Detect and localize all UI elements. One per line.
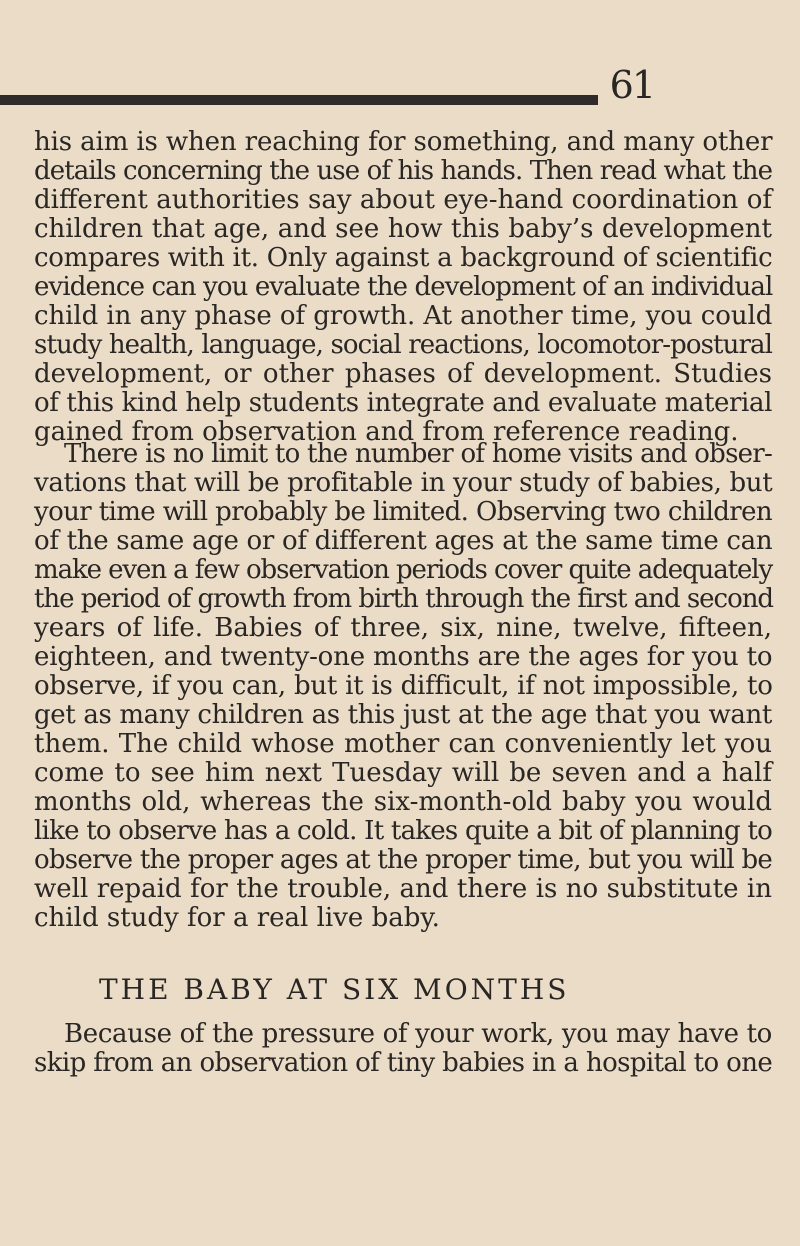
text-line: the period of growth from birth through the first and second: [34, 584, 774, 614]
text-line: his aim is when reaching for something, and many other: [34, 127, 773, 157]
text-line: months old, whereas the six-month-old baby you would: [34, 787, 772, 817]
text-line: them. The child whose mother can conveniently let you: [34, 729, 772, 759]
text-line: of the same age or of different ages at the same time can: [34, 526, 773, 556]
paragraph-1: [34, 128, 772, 447]
text-line: get as many children as this just at the age that you want: [34, 700, 772, 730]
text-line: Because of the pressure of your work, you may have to: [64, 1019, 772, 1049]
text-line: children that age, and see how this baby’s development: [34, 214, 772, 244]
header-rule: [0, 95, 598, 105]
text-line: your time will probably be limited. Observing two children: [34, 497, 772, 527]
text-line: of this kind help students integrate and evaluate material: [34, 388, 772, 418]
text-line: observe, if you can, but it is difficult, if not impossible, to: [34, 671, 773, 701]
text-line: different authorities say about eye-hand coordination of: [34, 185, 772, 215]
text-line: child study for a real live baby.: [34, 903, 440, 933]
text-line: make even a few observation periods cover quite adequately: [34, 555, 773, 585]
text-line: evidence can you evaluate the development of an individual: [34, 272, 773, 302]
page-number: 61: [609, 63, 654, 107]
section-heading: THE BABY AT SIX MONTHS: [99, 973, 570, 1006]
text-line: gained from observation and from reference reading.: [34, 417, 739, 447]
text-line: development, or other phases of development. Studies: [34, 359, 772, 389]
paragraph-3: [34, 1020, 772, 1078]
text-line: eighteen, and twenty-one months are the ages for you to: [34, 642, 773, 672]
text-line: come to see him next Tuesday will be seven and a half: [34, 758, 772, 788]
text-line: There is no limit to the number of home visits and obser-: [64, 439, 772, 469]
text-line: child in any phase of growth. At another time, you could: [34, 301, 773, 331]
paragraph-2: [34, 440, 772, 933]
text-line: years of life. Babies of three, six, nine, twelve, fifteen,: [34, 613, 772, 643]
text-line: vations that will be profitable in your study of babies, but: [34, 468, 773, 498]
text-line: study health, language, social reactions, locomotor-postural: [34, 330, 772, 360]
text-line: details concerning the use of his hands. Then read what the: [34, 156, 773, 186]
text-line: well repaid for the trouble, and there is no substitute in: [34, 874, 772, 904]
text-line: skip from an observation of tiny babies in a hospital to one: [34, 1048, 773, 1078]
text-line: compares with it. Only against a background of scientific: [34, 243, 773, 273]
text-line: observe the proper ages at the proper time, but you will be: [34, 845, 773, 875]
text-line: like to observe has a cold. It takes quite a bit of planning to: [34, 816, 773, 846]
